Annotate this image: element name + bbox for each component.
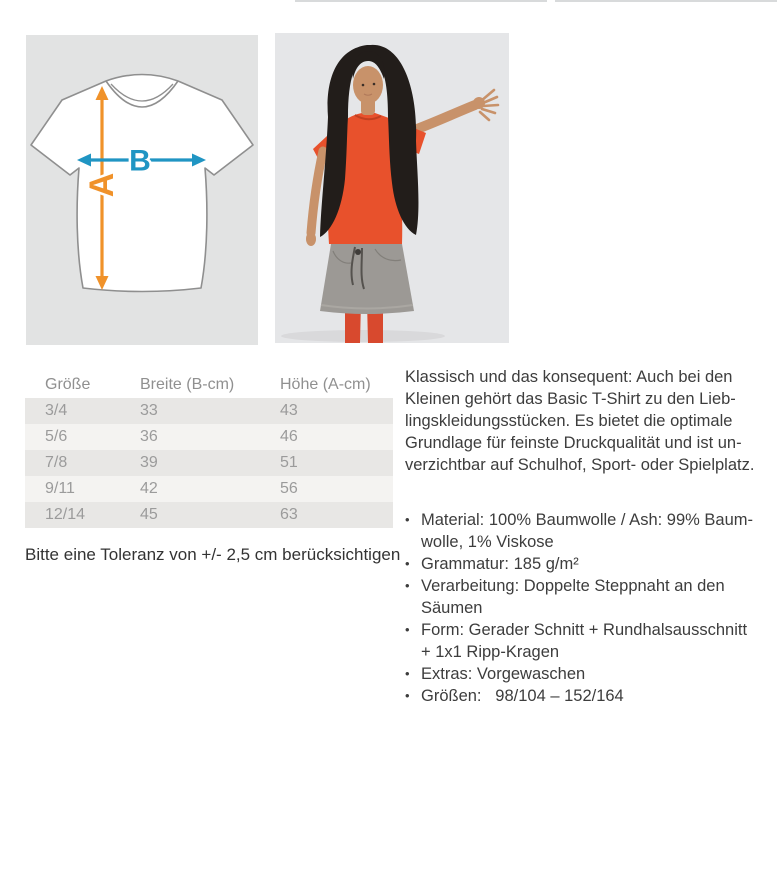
table-cell-size: 7/8 (45, 454, 68, 471)
size-table-body (25, 398, 393, 528)
table-cell-hoehe: 46 (280, 428, 298, 445)
tshirt-measure-diagram (26, 35, 258, 345)
top-divider-right (555, 0, 777, 2)
product-description (405, 366, 777, 707)
table-cell-hoehe: 51 (280, 454, 298, 471)
bullet-icon: • (405, 666, 410, 681)
table-cell-size: 3/4 (45, 402, 68, 419)
measure-label-a: A (83, 172, 121, 198)
girl-face (353, 66, 383, 104)
measure-label-b: B (129, 144, 151, 178)
table-row (25, 398, 393, 424)
spec-item-text: Verarbeitung: Doppelte Steppnaht an den Säumen (421, 577, 725, 617)
spec-list (405, 509, 777, 707)
table-row (25, 450, 393, 476)
table-cell-size: 5/6 (45, 428, 68, 445)
size-table-header-cell: Größe (25, 372, 120, 398)
bullet-icon: • (405, 556, 410, 571)
girl-left-hand (306, 232, 316, 246)
table-cell-breite: 42 (140, 480, 158, 497)
table-cell-size: 9/11 (45, 480, 75, 497)
table-cell-breite: 36 (140, 428, 158, 445)
size-table-section (25, 372, 393, 528)
model-photo (275, 33, 509, 343)
bullet-icon: • (405, 622, 410, 637)
kid-model-illustration (275, 33, 509, 343)
size-table (25, 372, 393, 528)
table-row (25, 424, 393, 450)
floor-shadow (281, 330, 445, 342)
tolerance-note: Bitte eine Toleranz von +/- 2,5 cm berücksichtigen (25, 545, 401, 564)
spec-item (405, 685, 777, 707)
spec-item (405, 553, 777, 575)
spec-item (405, 575, 777, 619)
size-diagram-panel (26, 35, 258, 345)
description-paragraph: Klassisch und das konsequent: Auch bei den Kleinen gehört das Basic T-Shirt zu den Lieb- lingskleidungsstücken. Es bietet die optimale Grundlage für feinste Druckqualität und ist un- verzichtbar auf Schulhof, Sport- oder Spielplatz. (405, 368, 755, 474)
spec-item-text: Form: Gerader Schnitt + Rundhalsausschnitt + 1x1 Ripp-Kragen (421, 621, 748, 661)
spec-item-text: Material: 100% Baumwolle / Ash: 99% Baum- wolle, 1% Viskose (421, 511, 753, 551)
spec-item (405, 619, 777, 663)
table-cell-hoehe: 56 (280, 480, 298, 497)
table-cell-breite: 45 (140, 506, 158, 523)
table-cell-hoehe: 63 (280, 506, 298, 523)
size-table-header-cell: Breite (B-cm) (120, 372, 260, 398)
table-row (25, 502, 393, 528)
bullet-icon: • (405, 688, 410, 703)
table-cell-size: 12/14 (45, 506, 86, 523)
spec-item-text: Extras: Vorgewaschen (421, 665, 586, 683)
spec-item-text: Grammatur: 185 g/m² (421, 555, 579, 573)
bullet-icon: • (405, 578, 410, 593)
spec-item (405, 509, 777, 553)
top-divider-left (295, 0, 547, 2)
table-row (25, 476, 393, 502)
table-cell-hoehe: 43 (280, 402, 298, 419)
spec-item-text: Größen: 98/104 – 152/164 (421, 687, 624, 705)
size-table-header-cell: Höhe (A-cm) (260, 372, 393, 398)
bullet-icon: • (405, 512, 410, 527)
table-cell-breite: 33 (140, 402, 158, 419)
table-cell-breite: 39 (140, 454, 158, 471)
size-table-header-row (25, 372, 393, 398)
spec-item (405, 663, 777, 685)
